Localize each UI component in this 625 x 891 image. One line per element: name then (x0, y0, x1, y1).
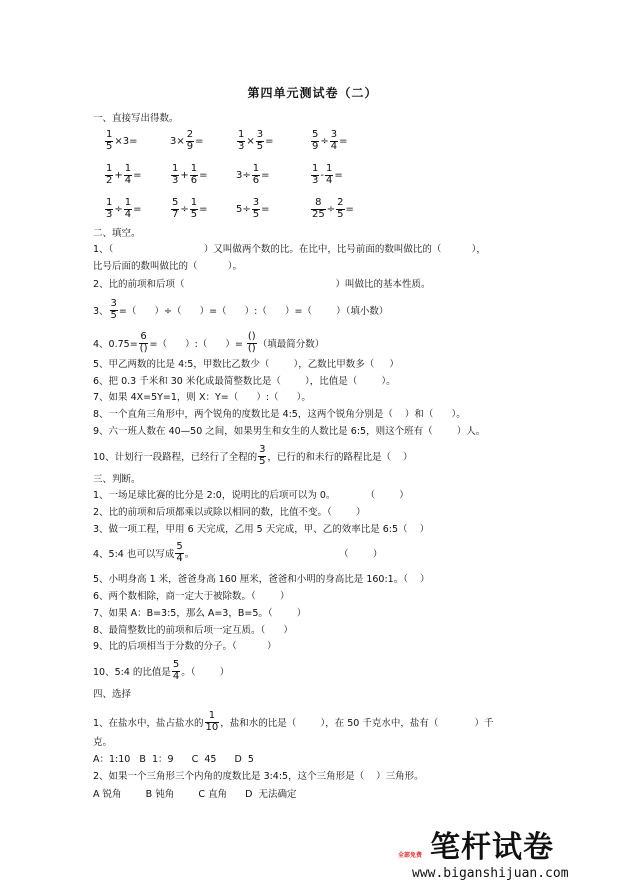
fraction (311, 198, 326, 220)
fraction (171, 198, 179, 220)
question-line (93, 445, 413, 467)
denominator: 9 (312, 140, 319, 152)
denominator: 5 (106, 140, 113, 152)
text: = (195, 135, 204, 147)
denominator: 3 (172, 174, 179, 186)
text: 4、5:4 也可以写成 (93, 549, 175, 560)
fraction (237, 130, 245, 152)
text: A：1:10 B 1：9 C 45 D 5 (93, 754, 254, 765)
numerator: 3 (110, 298, 117, 309)
calc-item (170, 130, 204, 152)
fraction (252, 198, 260, 220)
numerator: 1 (106, 163, 113, 174)
text: × (246, 135, 255, 147)
denominator: 6 (252, 174, 260, 186)
calc-item (236, 198, 270, 220)
question-line (93, 504, 365, 518)
numerator: 5 (172, 659, 180, 670)
question-line (93, 605, 306, 619)
question-line (93, 299, 388, 321)
text: 3÷ (236, 169, 251, 181)
fraction (139, 332, 149, 354)
text: ÷ (114, 203, 123, 215)
numerator: 6 (140, 331, 147, 342)
text: 。 （ ） (184, 549, 383, 560)
text: （填最简分数） (257, 339, 325, 350)
calc-item (104, 130, 138, 152)
text: 2、比的前项和后项（ ）叫做比的基本性质。 (93, 279, 431, 290)
text: 1、一场足球比赛的比分是 2:0，说明比的后项可以为 0。 （ ） (93, 490, 409, 501)
watermark-tag: 全部免费 (398, 852, 423, 859)
text: = (261, 203, 270, 215)
numerator: 5 (172, 197, 179, 208)
text: 8、最简整数比的前项和后项一定互质。（ ） (93, 625, 293, 636)
text: ÷ (320, 135, 329, 147)
fraction (105, 164, 113, 186)
question-line (93, 110, 179, 124)
watermark-brand: 笔杆试卷 (430, 830, 554, 865)
denominator: () (139, 342, 148, 354)
text: 6、把 0.3 千米和 30 米化成最简整数比是（ ），比值是（ ）。 (93, 376, 396, 387)
calc-item (104, 164, 142, 186)
text: 一、直接写出得数。 (93, 113, 179, 124)
denominator: 4 (172, 670, 180, 682)
numerator: 1 (124, 197, 132, 208)
denominator: 3 (312, 174, 319, 186)
watermark-url: www.biganshijuan.com (412, 866, 569, 881)
text: 3× (170, 135, 185, 147)
question-line (93, 423, 485, 437)
denominator: 4 (325, 174, 333, 186)
question-line (93, 373, 396, 387)
fraction (190, 164, 198, 186)
numerator: 3 (256, 129, 264, 140)
denominator: 25 (312, 208, 325, 220)
text: 5、小明身高 1 米，爸爸身高 160 厘米，爸爸和小明的身高比是 160:1。（ ） (93, 574, 430, 585)
denominator: 9 (186, 140, 194, 152)
question-line (93, 638, 277, 652)
numerator: 1 (124, 163, 132, 174)
text: = (334, 169, 343, 181)
numerator: 1 (238, 129, 245, 140)
text: 9、六一班人数在 40—50 之间，如果男生和女生的人数比是 6:5，则这个班有（ ）人。 (93, 426, 486, 437)
page-title: 第四单元测试卷（二） (247, 86, 378, 100)
text: 7、如果 4X=5Y=1，则 X：Y=（ ）:（ ）。 (93, 392, 311, 403)
numerator: 1 (325, 163, 333, 174)
question-line (93, 241, 486, 255)
denominator: 7 (172, 208, 179, 220)
text: + (114, 169, 123, 181)
question-line (93, 487, 409, 501)
calc-item (310, 130, 348, 152)
question-line (93, 734, 112, 748)
fraction (172, 660, 180, 682)
text: ÷ (326, 203, 336, 215)
numerator: 1 (312, 163, 319, 174)
calc-item (104, 198, 142, 220)
numerator: 1 (172, 163, 179, 174)
text: A 锐角 B 钝角 C 直角 D 无法确定 (93, 789, 297, 800)
text: = (345, 203, 354, 215)
fraction (325, 164, 333, 186)
denominator: 4 (124, 174, 132, 186)
text: = (133, 203, 142, 215)
question-line (93, 622, 293, 636)
denominator: 6 (190, 174, 198, 186)
text: = (261, 169, 270, 181)
denominator: 5 (110, 309, 117, 321)
denominator: 5 (190, 208, 198, 220)
fraction (252, 164, 260, 186)
text: - (320, 169, 324, 181)
question-line (93, 389, 311, 403)
fraction (256, 130, 264, 152)
text: 四、选择 (93, 689, 132, 700)
numerator: 3 (259, 444, 266, 455)
denominator: () (247, 342, 256, 354)
fraction (336, 198, 344, 220)
text: 比号后面的数叫做比的（ ）。 (93, 261, 242, 272)
text: 10、5:4 的比值是 (93, 667, 171, 678)
text: = (339, 135, 348, 147)
fraction (311, 130, 319, 152)
text: 2、如果一个三角形三个内角的度数比是 3:4:5，这个三角形是（ ）三角形。 (93, 771, 424, 782)
fraction (258, 445, 266, 467)
numerator: 1 (190, 197, 198, 208)
denominator: 2 (106, 174, 113, 186)
text: 5、甲乙两数的比是 4:5，甲数比乙数少（ ），乙数比甲数多（ ） (93, 359, 399, 370)
question-line (93, 332, 324, 354)
text: 4、0.75= (93, 339, 138, 350)
fraction (124, 164, 132, 186)
denominator: 4 (176, 552, 183, 564)
fraction (110, 299, 118, 321)
calc-item (310, 198, 354, 220)
calc-item (170, 164, 208, 186)
calc-item (236, 130, 274, 152)
text: 2、比的前项和后项都乘以或除以相同的数，比值不变。（ ） (93, 507, 366, 518)
text: = (199, 203, 208, 215)
question-line (93, 588, 289, 602)
question-line (93, 786, 297, 800)
text: 5÷ (236, 203, 251, 215)
question-line (93, 406, 466, 420)
denominator: 5 (337, 208, 344, 220)
text: 。（ ） (181, 667, 230, 678)
numerator: 5 (312, 129, 319, 140)
numerator: 3 (252, 197, 260, 208)
fraction (330, 130, 338, 152)
question-line (93, 660, 229, 682)
text: = (133, 169, 142, 181)
question-line (93, 711, 494, 733)
text: 6、两个数相除，商一定大于被除数。（ ） (93, 591, 290, 602)
numerator: () (247, 331, 256, 342)
numerator: 8 (315, 197, 322, 208)
text: 二、填空。 (93, 228, 141, 239)
calc-item (310, 164, 343, 186)
question-line (93, 356, 399, 370)
text: 3、做一项工程，甲用 6 天完成，乙用 5 天完成，甲、乙的效率比是 6:5（ ） (93, 524, 430, 535)
question-line (93, 521, 429, 535)
question-line (93, 768, 424, 782)
text: 8、一个直角三角形中，两个锐角的度数比是 4:5，这两个锐角分别是（ ）和（ ）。 (93, 409, 466, 420)
question-line (93, 276, 431, 290)
numerator: 1 (190, 163, 198, 174)
numerator: 1 (106, 197, 113, 208)
fraction (105, 198, 113, 220)
numerator: 3 (330, 129, 338, 140)
fraction (205, 711, 220, 733)
text: =（ ）÷（ ）=（ ）:（ ）=（ ）（填小数） (118, 306, 389, 317)
denominator: 5 (252, 208, 260, 220)
fraction (171, 164, 179, 186)
denominator: 4 (124, 208, 132, 220)
question-line (93, 571, 430, 585)
denominator: 4 (330, 140, 338, 152)
calc-item (170, 198, 208, 220)
question-line (93, 225, 141, 239)
text: 3、 (93, 306, 109, 317)
text: 10、计划行一段路程，已经行了全程的 (93, 452, 258, 463)
text: 9、比的后项相当于分数的分子。（ ） (93, 641, 277, 652)
text: =（ ）:（ ）= (149, 339, 246, 350)
calc-item (236, 164, 270, 186)
denominator: 5 (259, 455, 266, 467)
fraction (175, 542, 183, 564)
fraction (311, 164, 319, 186)
numerator: 5 (176, 541, 183, 552)
question-line (93, 751, 254, 765)
fraction (105, 130, 113, 152)
text: 1、在盐水中，盐占盐水的 (93, 718, 204, 729)
text: 1、（ ）又叫做两个数的比。在比中，比号前面的数叫做比的（ ）， (93, 244, 486, 255)
text: = (265, 135, 274, 147)
text: ×3= (114, 135, 138, 147)
fraction (247, 332, 257, 354)
text: ÷ (180, 203, 189, 215)
text: 三、判断。 (93, 474, 141, 485)
numerator: 2 (186, 129, 194, 140)
text: = (199, 169, 208, 181)
question-line (93, 471, 141, 485)
numerator: 1 (106, 129, 113, 140)
numerator: 1 (252, 163, 260, 174)
fraction (186, 130, 194, 152)
denominator: 3 (238, 140, 245, 152)
text: 克。 (93, 737, 113, 748)
question-line (93, 258, 242, 272)
fraction (190, 198, 198, 220)
text: + (180, 169, 189, 181)
question-line (93, 542, 382, 564)
question-line (93, 686, 131, 700)
fraction (124, 198, 132, 220)
text: ，已行的和未行的路程比是（ ） (267, 452, 413, 463)
denominator: 3 (106, 208, 113, 220)
numerator: 2 (337, 197, 344, 208)
text: 7、如果 A：B=3:5，那么 A=3，B=5。（ ） (93, 608, 307, 619)
denominator: 10 (205, 721, 219, 733)
text: ，盐和水的比是（ ），在 50 千克水中，盐有（ ）千 (220, 718, 494, 729)
numerator: 1 (208, 710, 216, 721)
denominator: 5 (256, 140, 264, 152)
